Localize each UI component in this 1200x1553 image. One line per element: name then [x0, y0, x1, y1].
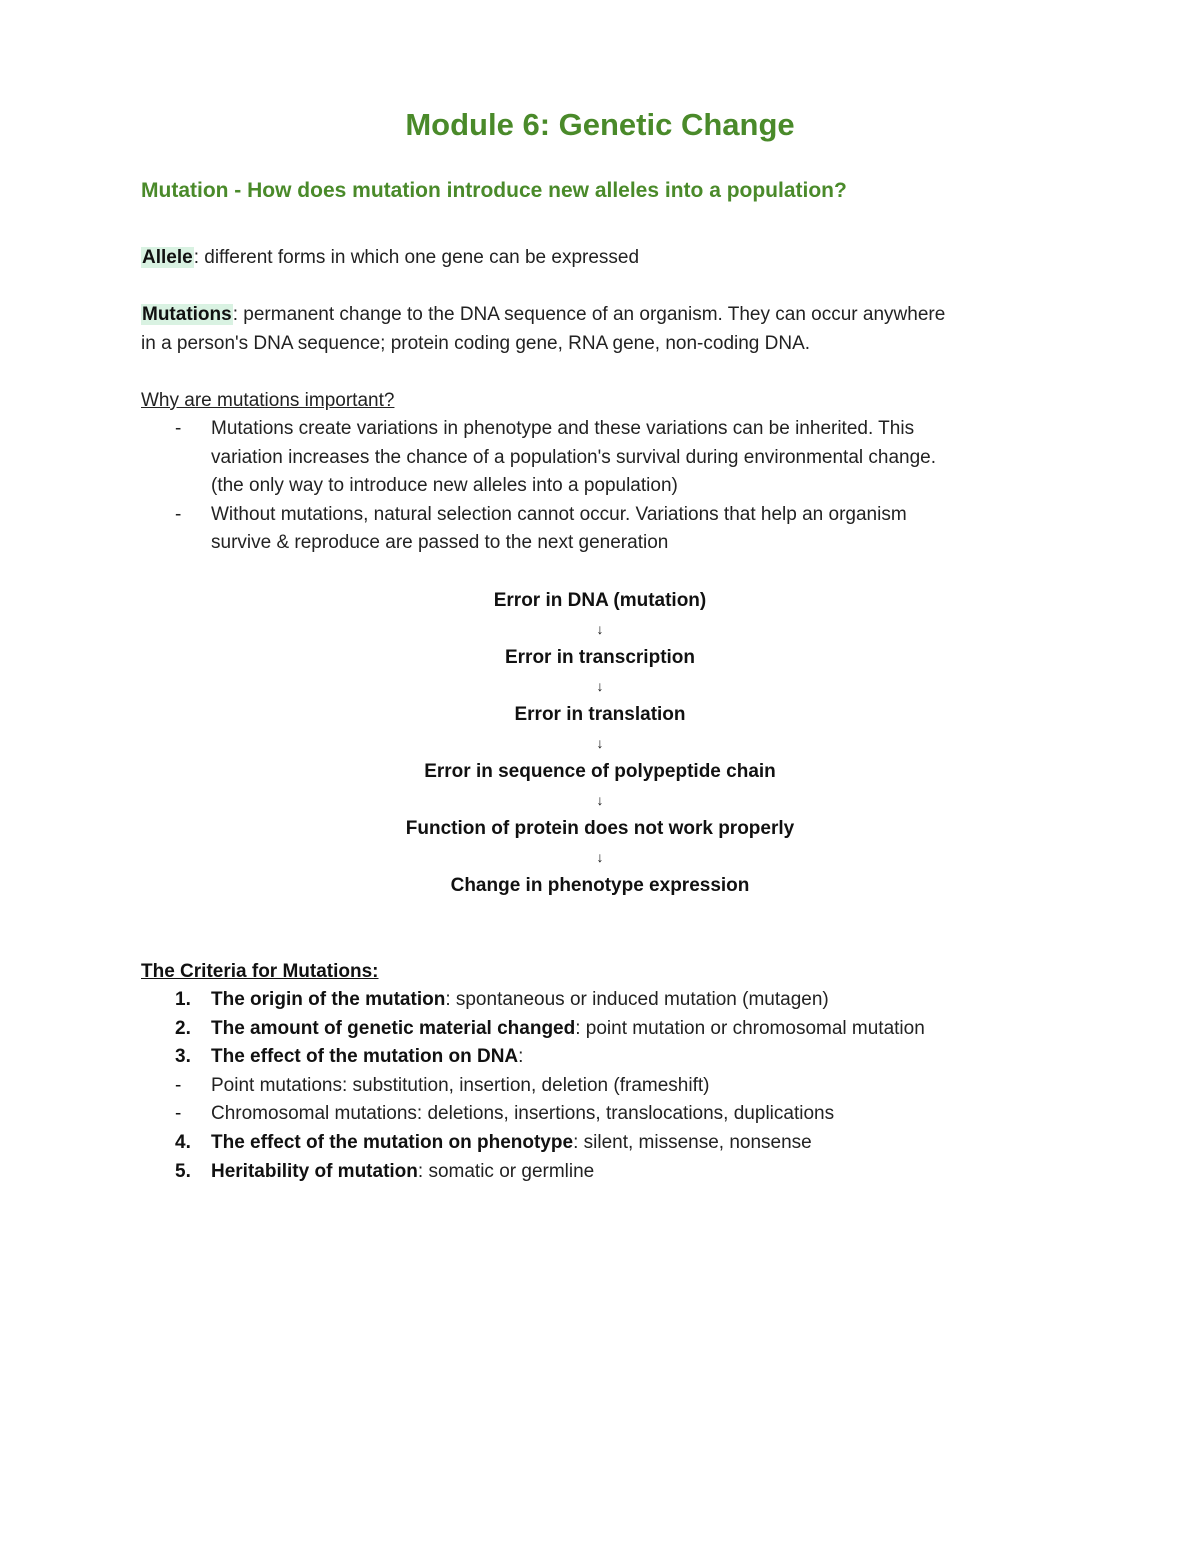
criteria-detail: Chromosomal mutations: deletions, insertions, translocations, duplications: [211, 1103, 835, 1125]
flow-step: Error in translation: [514, 704, 686, 725]
list-item: [141, 1129, 1081, 1158]
down-arrow-icon: ↓: [596, 849, 604, 865]
mutations-term: Mutations: [142, 304, 232, 325]
criteria-list: [141, 986, 1081, 1186]
bullet-text: [211, 415, 1041, 501]
flow-step: Error in transcription: [504, 647, 696, 668]
allele-definition-text: : different forms in which one gene can be expressed: [193, 247, 640, 268]
list-number: 5.: [175, 1160, 191, 1182]
criteria-detail: : somatic or germline: [417, 1160, 595, 1182]
why-heading-text: Why are mutations important?: [141, 390, 395, 411]
criteria-label: The effect of the mutation on DNA: [211, 1046, 519, 1068]
why-bullet-list: [141, 415, 1041, 558]
mutation-flow-diagram: [0, 586, 1200, 900]
section-subtitle: Mutation - How does mutation introduce new alleles into a population?: [141, 179, 847, 202]
criteria-detail: : spontaneous or induced mutation (mutagen): [445, 989, 829, 1010]
list-number: 3.: [175, 1046, 191, 1068]
down-arrow-icon: ↓: [596, 792, 604, 808]
flow-step: Change in phenotype expression: [450, 875, 750, 896]
bullet-line: Mutations create variations in phenotype and these variations can be inherited. This: [211, 418, 915, 439]
down-arrow-icon: ↓: [596, 735, 604, 751]
list-item: [141, 415, 1041, 501]
list-item: [141, 501, 1041, 558]
list-item: [141, 1100, 1081, 1129]
criteria-label: The origin of the mutation: [211, 989, 446, 1010]
bullet-line: survive & reproduce are passed to the next generation: [211, 532, 669, 553]
bullet-dash: -: [175, 418, 182, 439]
allele-term: Allele: [142, 247, 193, 268]
list-number: 2.: [175, 1017, 191, 1039]
page-title: Module 6: Genetic Change: [405, 107, 795, 142]
down-arrow-icon: ↓: [596, 621, 604, 637]
mutations-definition-line1: : permanent change to the DNA sequence of an organism. They can occur anywhere: [232, 304, 946, 325]
criteria-detail: Point mutations: substitution, insertion, deletion (frameshift): [211, 1074, 710, 1096]
bullet-line: variation increases the chance of a population's survival during environmental change.: [211, 446, 937, 468]
bullet-dash: -: [175, 503, 182, 525]
list-item: [141, 1015, 1081, 1044]
criteria-label: The effect of the mutation on phenotype: [211, 1131, 574, 1153]
criteria-label: Heritability of mutation: [211, 1160, 418, 1182]
flow-step: Error in sequence of polypeptide chain: [424, 761, 776, 782]
list-item: [141, 986, 1081, 1015]
list-number: 4.: [175, 1131, 191, 1153]
mutations-definition-line2: in a person's DNA sequence; protein coding gene, RNA gene, non-coding DNA.: [141, 333, 811, 354]
bullet-dash: -: [175, 1103, 182, 1125]
flow-step: Error in DNA (mutation): [493, 590, 707, 611]
bullet-dash: -: [175, 1074, 182, 1096]
criteria-heading: The Criteria for Mutations:: [141, 961, 379, 982]
criteria-detail: : point mutation or chromosomal mutation: [575, 1017, 925, 1039]
flow-step: Function of protein does not work properly: [405, 818, 795, 839]
why-heading: [141, 386, 1061, 415]
allele-definition: [141, 243, 1061, 272]
bullet-line: Without mutations, natural selection cannot occur. Variations that help an organism: [211, 503, 907, 525]
list-item: [141, 1072, 1081, 1101]
bullet-text: [211, 501, 1041, 558]
criteria-detail: :: [518, 1046, 524, 1068]
mutations-definition: [141, 300, 1061, 358]
list-item: [141, 1158, 1081, 1187]
criteria-detail: : silent, missense, nonsense: [573, 1131, 812, 1153]
list-number: 1.: [175, 989, 191, 1010]
criteria-label: The amount of genetic material changed: [211, 1017, 576, 1039]
list-item: [141, 1043, 1081, 1072]
down-arrow-icon: ↓: [596, 678, 604, 694]
bullet-line: (the only way to introduce new alleles into a population): [211, 475, 678, 496]
